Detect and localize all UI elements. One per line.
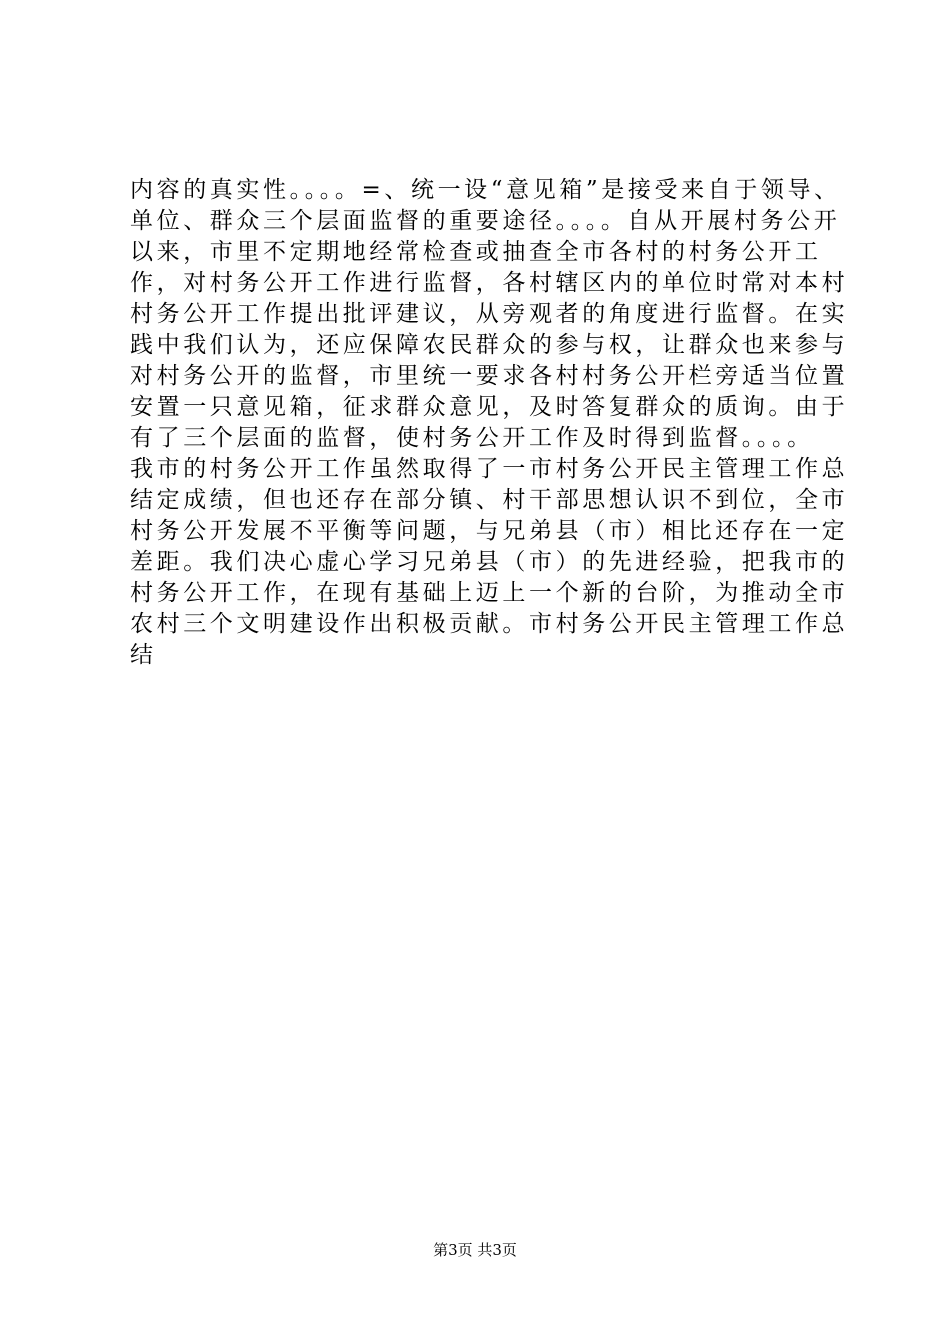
text-line: 安置一只意见箱，征求群众意见，及时答复群众的质询。由于 <box>130 394 849 420</box>
body-paragraph <box>130 175 849 671</box>
text-line: 作，对村务公开工作进行监督，各村辖区内的单位时常对本村 <box>130 270 849 296</box>
text-line: 结 <box>130 642 157 668</box>
text-line: 村务公开发展不平衡等问题，与兄弟县（市）相比还存在一定 <box>130 518 849 544</box>
text-line: 践中我们认为，还应保障农民群众的参与权，让群众也来参与 <box>130 332 849 358</box>
text-line: 我市的村务公开工作虽然取得了一市村务公开民主管理工作总 <box>130 456 849 482</box>
text-line: 有了三个层面的监督，使村务公开工作及时得到监督。。。。 <box>130 425 814 451</box>
text-line: 单位、群众三个层面监督的重要途径。。。。自从开展村务公开 <box>130 208 841 234</box>
text-line: 对村务公开的监督，市里统一要求各村村务公开栏旁适当位置 <box>130 363 849 389</box>
page-number-footer: 第3页 共3页 <box>433 1241 517 1259</box>
text-line: 农村三个文明建设作出积极贡献。市村务公开民主管理工作总 <box>130 611 849 637</box>
text-line: 内容的真实性。。。。=、统一设“意见箱”是接受来自于领导、 <box>130 177 841 203</box>
text-line: 村务公开工作提出批评建议，从旁观者的角度进行监督。在实 <box>130 301 849 327</box>
text-line: 以来，市里不定期地经常检查或抽查全市各村的村务公开工 <box>130 239 822 265</box>
text-line: 差距。我们决心虚心学习兄弟县（市）的先进经验，把我市的 <box>130 549 849 575</box>
text-line: 结定成绩，但也还存在部分镇、村干部思想认识不到位，全市 <box>130 487 849 513</box>
text-line: 村务公开工作，在现有基础上迈上一个新的台阶，为推动全市 <box>130 580 849 606</box>
